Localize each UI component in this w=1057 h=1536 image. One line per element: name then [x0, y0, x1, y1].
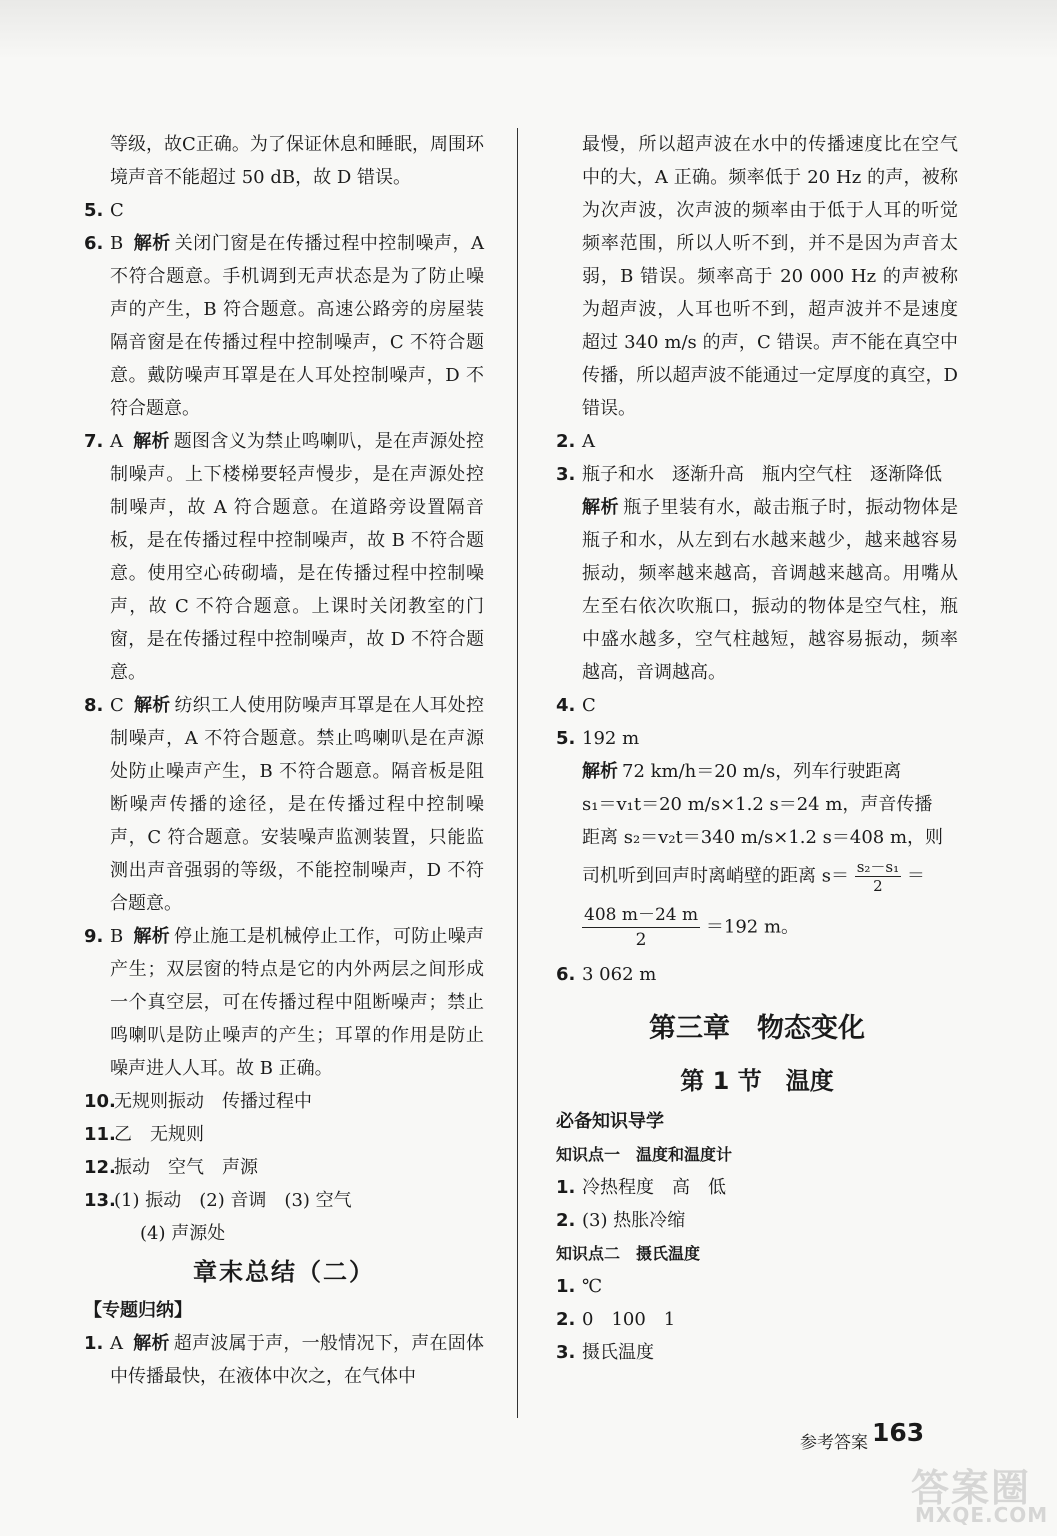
watermark-url: MXQE.COM	[915, 1503, 1049, 1527]
question-number: 8.	[84, 695, 104, 716]
answer-11	[84, 1118, 484, 1151]
calculation-block	[556, 755, 958, 952]
answer-choice: B	[110, 926, 124, 947]
answer-choice: C	[582, 695, 596, 716]
analysis-tag: 解析	[133, 926, 170, 947]
analysis-tag: 解析	[133, 233, 171, 254]
question-number: 2.	[556, 431, 576, 452]
analysis-tag: 解析	[582, 497, 620, 518]
question-number: 5.	[84, 200, 104, 221]
analysis-tag: 解析	[133, 431, 170, 452]
footer-label: 参考答案	[800, 1433, 868, 1453]
calc-line-5	[582, 903, 958, 952]
summary-answer-3	[556, 458, 958, 491]
question-number: 2.	[556, 1210, 576, 1231]
answer-text: 摄氏温度	[582, 1342, 654, 1363]
answer-choice: A	[582, 431, 595, 452]
question-number: 9.	[84, 926, 104, 947]
fraction-denominator: 2	[635, 930, 647, 950]
analysis-text: 停止施工是机械停止工作，可防止噪声产生；双层窗的特点是它的内外两层之间形成一个真空层，可在传播过程中阻断噪声；禁止鸣喇叭是防止噪声的产生；耳罩的作用是防止噪声进人人耳。故 B 正确。	[110, 926, 485, 1079]
page-shade	[0, 0, 1057, 60]
answer-7	[84, 425, 484, 689]
page-number: 163	[872, 1418, 925, 1447]
question-number: 7.	[84, 431, 104, 452]
question-number: 2.	[556, 1309, 576, 1330]
equals-sign: ＝	[906, 865, 925, 887]
analysis-text: 超声波属于声，一般情况下，声在固体中传播最快，在液体中次之，在气体中	[110, 1333, 485, 1387]
answer-choice: C	[110, 200, 124, 221]
kp1-answer-1	[556, 1171, 958, 1204]
calc-line-3: 距离 s₂＝v₂t＝340 m/s×1.2 s＝408 m，则	[582, 827, 944, 848]
answer-choice: A	[110, 431, 123, 452]
question-number: 1.	[84, 1333, 104, 1354]
question-number: 10.	[84, 1091, 116, 1112]
answer-text: 乙 无规则	[114, 1124, 204, 1145]
calc-line-1	[582, 755, 958, 788]
section-title: 章末总结（二）	[193, 1258, 375, 1286]
answer-choice: A	[110, 1333, 123, 1354]
question-number: 12.	[84, 1157, 116, 1178]
question-number: 11.	[84, 1124, 116, 1145]
answer-text: 192 m	[582, 728, 640, 749]
fraction	[582, 903, 700, 952]
continued-text: 等级，故C正确。为了保证休息和睡眠，周围环境声音不能超过 50 dB，故 D 错误。	[110, 134, 484, 188]
analysis-text: 瓶子里装有水，敲击瓶子时，振动物体是瓶子和水，从左到右水越来越少，越来越容易振动，频率越来越高，音调越来越高。用嘴从左至右依次吹瓶口，振动的物体是空气柱，瓶中盛水越多，空气柱越短，越容易振动，频率越高，音调越高。	[582, 497, 959, 683]
answer-13-sub: (4) 声源处	[140, 1223, 226, 1244]
summary-answer-6	[556, 958, 958, 991]
answer-8	[84, 689, 484, 920]
summary-answer-2	[556, 425, 958, 458]
analysis-tag: 解析	[133, 1333, 170, 1354]
question-number: 6.	[84, 233, 104, 254]
kp1-answer-2	[556, 1204, 958, 1237]
watermark-text: 答案圈	[911, 1466, 1032, 1510]
fraction	[855, 858, 901, 895]
left-column	[84, 128, 484, 1393]
answer-text: 冷热程度 高 低	[582, 1177, 726, 1198]
answer-text: 0 100 1	[582, 1309, 676, 1330]
kp2-answer-2	[556, 1303, 958, 1336]
summary-answer-5	[556, 722, 958, 755]
question-number: 4.	[556, 695, 576, 716]
section-heading: 第 1 节 温度	[680, 1067, 834, 1095]
chapter-title: 第三章 物态变化	[649, 1013, 865, 1044]
question-number: 6.	[556, 964, 576, 985]
analysis-text: 纺织工人使用防噪声耳罩是在人耳处控制噪声，A 不符合题意。禁止鸣喇叭是在声源处防止噪声产生，B 不符合题意。隔音板是阻断噪声传播的途径，是在传播过程中控制噪声，C 符合题意。安装噪声监测装置，只能监测出声音强弱的等级，不能控制噪声，D 不符合题意。	[110, 695, 485, 914]
answer-text: ℃	[582, 1276, 603, 1297]
right-column	[556, 128, 958, 1369]
answer-text: 振动 空气 声源	[114, 1157, 258, 1178]
answer-12	[84, 1151, 484, 1184]
watermark-logo	[905, 1455, 1049, 1531]
answer-text: 无规则振动 传播过程中	[114, 1091, 312, 1112]
topic-heading: 【专题归纳】	[84, 1300, 192, 1321]
analysis-text: 关闭门窗是在传播过程中控制噪声，A 不符合题意。手机调到无声状态是为了防止噪声的产生，B 符合题意。高速公路旁的房屋装隔音窗是在传播过程中控制噪声，C 不符合题意。戴防噪声耳罩是在人耳处控制噪声，D 不符合题意。	[110, 233, 485, 419]
calc-line-2: s₁＝v₁t＝20 m/s×1.2 s＝24 m，声音传播	[582, 794, 933, 815]
answer-text: 3 062 m	[582, 964, 657, 985]
question-number: 5.	[556, 728, 576, 749]
question-number: 1.	[556, 1177, 576, 1198]
answer-text: (1) 振动 (2) 音调 (3) 空气	[114, 1190, 352, 1211]
fraction-numerator: 408 m－24 m	[582, 903, 700, 928]
calc-text: 司机听到回声时离峭壁的距离 s＝	[582, 865, 849, 887]
question-number: 13.	[84, 1190, 116, 1211]
answer-13	[84, 1184, 484, 1217]
answer-choice: B	[110, 233, 124, 254]
guide-heading: 必备知识导学	[556, 1111, 664, 1132]
answer-9	[84, 920, 484, 1085]
analysis-tag: 解析	[582, 761, 618, 782]
answer-6	[84, 227, 484, 425]
answer-10	[84, 1085, 484, 1118]
continued-text: 最慢，所以超声波在水中的传播速度比在空气中的大，A 正确。频率低于 20 Hz 的声，被称为次声波，次声波的频率由于低于人耳的听觉频率范围，所以人听不到，并不是因为声音太弱，B 错误。频率高于 20 000 Hz 的声被称为超声波，人耳也听不到，超声波并不是速度超过 340 m/s 的声，C 错误。声不能在真空中传播，所以超声波不能通过一定厚度的真空，D 错误。	[582, 134, 958, 419]
question-number: 1.	[556, 1276, 576, 1297]
knowledge-point-1: 知识点一 温度和温度计	[556, 1145, 733, 1164]
knowledge-point-2: 知识点二 摄氏温度	[556, 1244, 701, 1263]
analysis-text: 题图含义为禁止鸣喇叭，是在声源处控制噪声。上下楼梯要轻声慢步，是在声源处控制噪声，故 A 符合题意。在道路旁设置隔音板，是在传播过程中控制噪声，故 B 不符合题意。使用空心砖砌墙，是在传播过程中控制噪声，故 C 不符合题意。上课时关闭教室的门窗，是在传播过程中控制噪声，故 D 不符合题意。	[110, 431, 485, 683]
column-divider	[517, 128, 518, 1418]
answer-choice: C	[110, 695, 124, 716]
question-number: 3.	[556, 1342, 576, 1363]
summary-answer-4	[556, 689, 958, 722]
fraction-numerator: s₂－s₁	[856, 858, 900, 876]
kp2-answer-3	[556, 1336, 958, 1369]
analysis-tag: 解析	[133, 695, 171, 716]
answer-text: (3) 热胀冷缩	[582, 1210, 686, 1231]
calc-result: ＝192 m。	[705, 916, 800, 938]
analysis-block	[556, 491, 958, 689]
answer-5	[84, 194, 484, 227]
question-number: 3.	[556, 464, 576, 485]
fraction-denominator: 2	[873, 877, 883, 895]
summary-answer-1	[84, 1327, 484, 1393]
kp2-answer-1	[556, 1270, 958, 1303]
calc-line-4	[582, 858, 958, 895]
answer-text: 瓶子和水 逐渐升高 瓶内空气柱 逐渐降低	[582, 464, 942, 485]
calc-text: 72 km/h＝20 m/s，列车行驶距离	[622, 761, 902, 782]
